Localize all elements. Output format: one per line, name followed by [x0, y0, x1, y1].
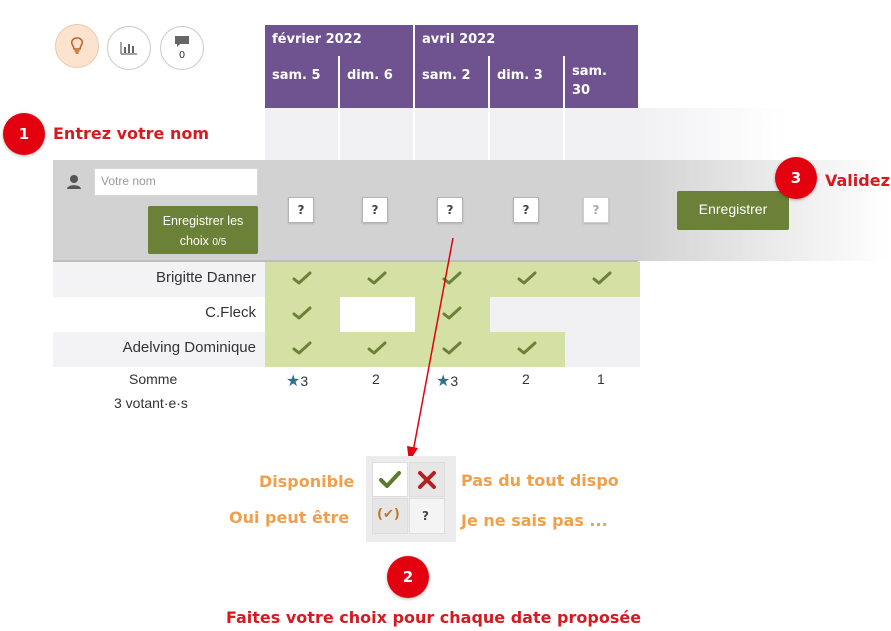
total-count: 2	[522, 371, 530, 387]
comment-icon	[174, 35, 190, 49]
unknown-icon: ?	[422, 509, 429, 523]
choice-button[interactable]: ?	[583, 197, 609, 223]
day-header: dim. 6	[340, 56, 413, 108]
star-icon: ★	[286, 373, 301, 390]
submit-button[interactable]: Enregistrer	[677, 191, 789, 230]
participant-name: Adelving Dominique	[122, 339, 256, 356]
total-count: 1	[597, 371, 605, 387]
month-header-feb: février 2022	[265, 25, 413, 56]
legend-maybe: Oui peut être	[229, 508, 350, 527]
pointer-arrow	[400, 230, 470, 470]
participant-name: C.Fleck	[205, 304, 256, 321]
step-2-badge: 2	[387, 556, 429, 598]
check-icon	[592, 270, 612, 286]
star-icon: ★	[436, 373, 451, 390]
month-header-apr: avril 2022	[415, 25, 638, 56]
choice-button[interactable]: ?	[513, 197, 539, 223]
day-header: dim. 3	[490, 56, 563, 108]
check-icon	[292, 270, 312, 286]
vote-cell-empty	[490, 297, 565, 332]
chart-button[interactable]	[107, 26, 151, 70]
check-icon	[379, 470, 401, 488]
name-input[interactable]: Votre nom	[94, 168, 258, 196]
lightbulb-icon	[69, 37, 85, 55]
lightbulb-button[interactable]	[55, 24, 99, 68]
check-icon	[517, 340, 537, 356]
vote-cell-empty	[565, 297, 640, 332]
choice-button[interactable]: ?	[362, 197, 388, 223]
check-icon	[517, 270, 537, 286]
voters-count: 3 votant·e·s	[114, 395, 188, 411]
choice-button[interactable]: ?	[288, 197, 314, 223]
save-choices-button[interactable]: Enregistrer les choix 0/5	[148, 206, 258, 254]
step-2-label: Faites votre choix pour chaque date proposée	[226, 608, 642, 627]
user-icon	[66, 174, 82, 190]
legend-available: Disponible	[259, 472, 355, 491]
day-header: sam. 5	[265, 56, 338, 108]
step-3-badge: 3	[775, 157, 817, 199]
check-icon	[292, 305, 312, 321]
step-1-label: Entrez votre nom	[53, 124, 210, 143]
total-count: ★3	[286, 373, 309, 390]
maybe-icon: (✔)	[377, 507, 400, 522]
legend-not-available: Pas du tout dispo	[461, 471, 619, 490]
totals-label: Somme	[129, 371, 178, 387]
vote-cell-empty	[565, 332, 640, 367]
participant-name: Brigitte Danner	[155, 269, 256, 286]
chart-icon	[120, 41, 138, 55]
day-header: sam. 2	[415, 56, 488, 108]
cross-icon	[417, 470, 437, 490]
total-count: 2	[372, 371, 380, 387]
check-icon	[292, 340, 312, 356]
legend-dont-know: Je ne sais pas ...	[461, 511, 608, 530]
total-count: ★3	[436, 373, 459, 390]
choice-button[interactable]: ?	[437, 197, 463, 223]
comment-count: 0	[178, 50, 186, 61]
check-icon	[367, 270, 387, 286]
comments-button[interactable]	[160, 26, 204, 70]
check-icon	[367, 340, 387, 356]
step-3-label: Validez	[825, 171, 890, 190]
step-1-badge: 1	[3, 113, 45, 155]
day-header: sam. 30	[565, 56, 638, 108]
